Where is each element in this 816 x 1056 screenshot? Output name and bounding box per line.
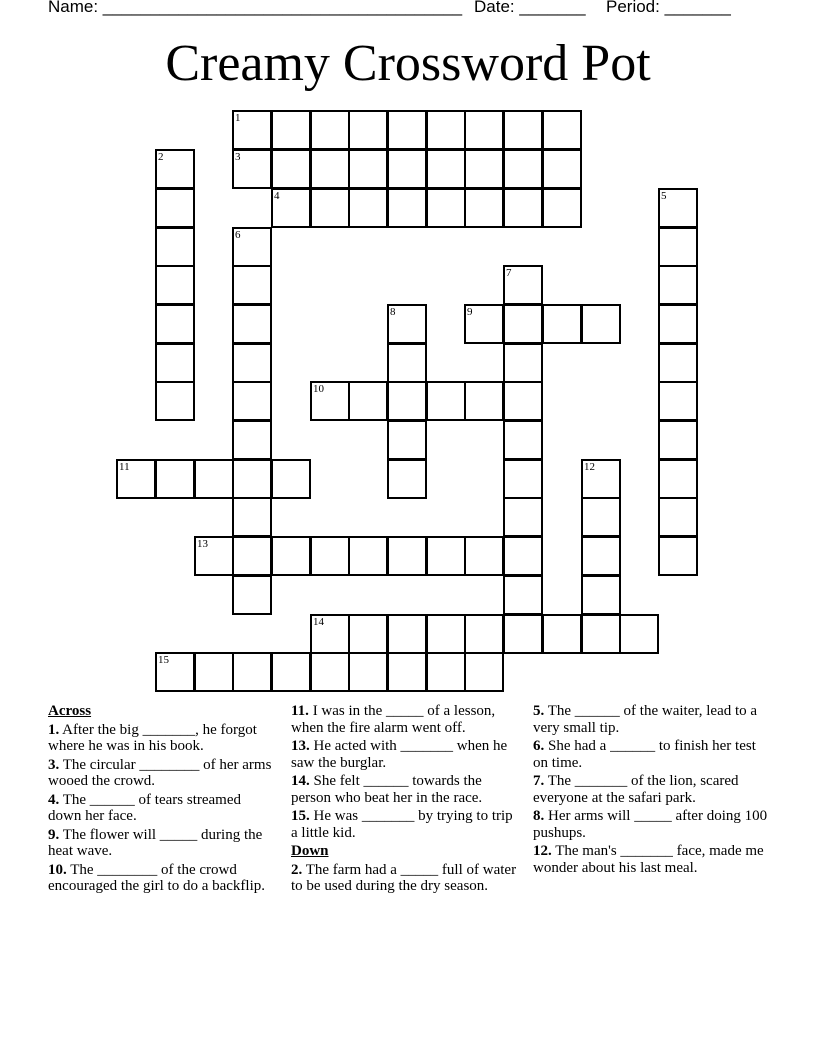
clue-item-number: 5. — [533, 703, 545, 719]
clue-section-heading: Across — [48, 703, 92, 719]
clue-item — [48, 862, 276, 895]
clue-item-number: 4. — [48, 791, 60, 808]
clue-item-number: 9. — [48, 826, 60, 843]
clue-item-number: 3. — [48, 756, 60, 773]
grid-cell[interactable] — [503, 265, 543, 305]
clue-item — [291, 808, 523, 841]
grid-cell[interactable] — [581, 614, 621, 654]
grid-cell[interactable] — [658, 265, 698, 305]
grid-cell[interactable] — [426, 149, 466, 189]
grid-cell[interactable] — [232, 265, 272, 305]
clue-number: 6 — [235, 229, 241, 241]
grid-cell[interactable] — [503, 149, 543, 189]
grid-cell[interactable] — [387, 343, 427, 383]
clue-number: 1 — [235, 112, 241, 124]
grid-cell[interactable] — [348, 188, 388, 228]
grid-cell[interactable] — [426, 536, 466, 576]
grid-cell[interactable] — [503, 497, 543, 537]
grid-cell[interactable] — [232, 149, 272, 189]
grid-cell[interactable] — [387, 614, 427, 654]
grid-cell[interactable] — [232, 110, 272, 150]
grid-cell[interactable] — [155, 188, 195, 228]
grid-cell[interactable] — [310, 188, 350, 228]
clue-item — [291, 862, 523, 895]
grid-cell[interactable] — [348, 652, 388, 692]
grid-cell[interactable] — [387, 652, 427, 692]
grid-cell[interactable] — [503, 575, 543, 615]
grid-cell[interactable] — [426, 110, 466, 150]
grid-cell[interactable] — [348, 614, 388, 654]
clue-column-2 — [291, 703, 523, 897]
clue-item-text: Her arms will _____ after doing 100 pushups. — [533, 808, 768, 841]
grid-cell[interactable] — [232, 227, 272, 267]
grid-cell[interactable] — [155, 227, 195, 267]
grid-cell[interactable] — [310, 381, 350, 421]
name-field-label: Name: ______________________________________ — [48, 0, 463, 16]
clue-item-text: The ______ of tears streamed down her face. — [48, 791, 242, 824]
clue-item-number: 11. — [291, 703, 309, 719]
grid-cell[interactable] — [426, 652, 466, 692]
grid-cell[interactable] — [116, 459, 156, 499]
clue-number: 3 — [235, 151, 241, 163]
grid-cell[interactable] — [464, 381, 504, 421]
grid-cell[interactable] — [194, 536, 234, 576]
grid-cell[interactable] — [155, 381, 195, 421]
grid-cell[interactable] — [503, 110, 543, 150]
clue-item-number: 1. — [48, 721, 60, 738]
grid-cell[interactable] — [348, 536, 388, 576]
clue-section-heading: Down — [291, 843, 329, 859]
clue-number: 11 — [119, 461, 130, 473]
grid-cell[interactable] — [464, 188, 504, 228]
grid-cell[interactable] — [581, 575, 621, 615]
clue-item-text: The ______ of the waiter, lead to a very small tip. — [533, 703, 758, 736]
date-field-label: Date: _______ — [474, 0, 586, 16]
clue-number: 9 — [467, 306, 473, 318]
grid-cell[interactable] — [310, 652, 350, 692]
clue-item-number: 13. — [291, 738, 310, 754]
grid-cell[interactable] — [503, 381, 543, 421]
clue-number: 13 — [197, 538, 208, 550]
grid-cell[interactable] — [232, 652, 272, 692]
grid-cell[interactable] — [581, 304, 621, 344]
clue-item-number: 8. — [533, 808, 545, 824]
clue-item — [533, 773, 769, 806]
grid-cell[interactable] — [542, 188, 582, 228]
clue-item — [291, 703, 523, 736]
grid-cell[interactable] — [232, 536, 272, 576]
clue-item-number: 15. — [291, 808, 310, 824]
clue-item — [48, 757, 276, 790]
clue-item-text: He acted with _______ when he saw the burglar. — [291, 738, 508, 771]
grid-cell[interactable] — [658, 381, 698, 421]
clue-item-number: 14. — [291, 773, 310, 789]
clue-item-number: 10. — [48, 861, 67, 878]
grid-cell[interactable] — [155, 343, 195, 383]
grid-cell[interactable] — [232, 343, 272, 383]
grid-cell[interactable] — [310, 110, 350, 150]
clue-item-text: He was _______ by trying to trip a little kid. — [291, 808, 513, 841]
clue-item — [533, 703, 769, 736]
grid-cell[interactable] — [464, 536, 504, 576]
grid-cell[interactable] — [232, 575, 272, 615]
grid-cell[interactable] — [232, 420, 272, 460]
grid-cell[interactable] — [348, 110, 388, 150]
clue-number: 4 — [274, 190, 280, 202]
clue-number: 10 — [313, 383, 324, 395]
grid-cell[interactable] — [542, 304, 582, 344]
grid-cell[interactable] — [387, 149, 427, 189]
grid-cell[interactable] — [271, 188, 311, 228]
grid-cell[interactable] — [464, 149, 504, 189]
grid-cell[interactable] — [155, 652, 195, 692]
grid-cell[interactable] — [426, 381, 466, 421]
grid-cell[interactable] — [503, 614, 543, 654]
grid-cell[interactable] — [503, 304, 543, 344]
grid-cell[interactable] — [271, 652, 311, 692]
grid-cell[interactable] — [503, 420, 543, 460]
grid-cell[interactable] — [619, 614, 659, 654]
grid-cell[interactable] — [387, 420, 427, 460]
grid-cell[interactable] — [658, 188, 698, 228]
clue-item-text: The flower will _____ during the heat wave. — [48, 826, 263, 859]
clue-item — [48, 722, 276, 755]
clue-item-text: After the big _______, he forgot where he was in his book. — [48, 721, 257, 754]
grid-cell[interactable] — [542, 149, 582, 189]
grid-cell[interactable] — [542, 110, 582, 150]
grid-cell[interactable] — [155, 265, 195, 305]
period-field-label: Period: _______ — [606, 0, 731, 16]
clue-item — [533, 843, 769, 876]
clue-item-text: She felt ______ towards the person who beat her in the race. — [291, 773, 483, 806]
grid-cell[interactable] — [194, 459, 234, 499]
grid-cell[interactable] — [194, 652, 234, 692]
grid-cell[interactable] — [542, 614, 582, 654]
clue-item — [48, 827, 276, 860]
grid-cell[interactable] — [348, 149, 388, 189]
grid-cell[interactable] — [426, 614, 466, 654]
grid-cell[interactable] — [503, 536, 543, 576]
grid-cell[interactable] — [271, 110, 311, 150]
grid-cell[interactable] — [426, 188, 466, 228]
grid-cell[interactable] — [387, 381, 427, 421]
clue-item-text: The circular ________ of her arms wooed the crowd. — [48, 756, 272, 789]
grid-cell[interactable] — [271, 536, 311, 576]
clue-item — [291, 738, 523, 771]
clue-number: 2 — [158, 151, 164, 163]
grid-cell[interactable] — [503, 188, 543, 228]
clue-item — [533, 738, 769, 771]
clue-number: 14 — [313, 616, 324, 628]
page-title: Creamy Crossword Pot — [165, 35, 651, 92]
grid-cell[interactable] — [387, 459, 427, 499]
clue-item-text: The man's _______ face, made me wonder about his last meal. — [533, 843, 764, 876]
grid-cell[interactable] — [464, 614, 504, 654]
clue-item-text: She had a ______ to finish her test on time. — [533, 738, 756, 771]
grid-cell[interactable] — [232, 381, 272, 421]
grid-cell[interactable] — [310, 536, 350, 576]
grid-cell[interactable] — [464, 652, 504, 692]
grid-cell[interactable] — [658, 420, 698, 460]
grid-cell[interactable] — [658, 343, 698, 383]
clue-item — [291, 773, 523, 806]
grid-cell[interactable] — [155, 304, 195, 344]
clue-item-number: 7. — [533, 773, 545, 789]
grid-cell[interactable] — [232, 459, 272, 499]
grid-cell[interactable] — [581, 459, 621, 499]
grid-cell[interactable] — [387, 188, 427, 228]
clue-number: 15 — [158, 654, 169, 666]
grid-cell[interactable] — [658, 536, 698, 576]
grid-cell[interactable] — [310, 614, 350, 654]
grid-cell[interactable] — [581, 497, 621, 537]
grid-cell[interactable] — [658, 459, 698, 499]
clue-item-text: The ________ of the crowd encouraged the girl to do a backflip. — [48, 861, 266, 894]
grid-cell[interactable] — [348, 381, 388, 421]
grid-cell[interactable] — [232, 304, 272, 344]
grid-cell[interactable] — [464, 304, 504, 344]
clue-item-text: I was in the _____ of a lesson, when the fire alarm went off. — [291, 703, 496, 736]
clue-item-number: 6. — [533, 738, 545, 754]
grid-cell[interactable] — [581, 536, 621, 576]
clue-number: 7 — [506, 267, 512, 279]
grid-cell[interactable] — [387, 110, 427, 150]
grid-cell[interactable] — [155, 149, 195, 189]
clue-number: 8 — [390, 306, 396, 318]
clue-item-number: 12. — [533, 843, 552, 859]
clue-item-text: The _______ of the lion, scared everyone at the safari park. — [533, 773, 739, 806]
clue-number: 12 — [584, 461, 595, 473]
clue-column-1 — [48, 703, 276, 897]
grid-cell[interactable] — [658, 227, 698, 267]
grid-cell[interactable] — [310, 149, 350, 189]
grid-cell[interactable] — [464, 110, 504, 150]
grid-cell[interactable] — [271, 149, 311, 189]
grid-cell[interactable] — [387, 304, 427, 344]
clue-item — [48, 792, 276, 825]
grid-cell[interactable] — [232, 497, 272, 537]
grid-cell[interactable] — [155, 459, 195, 499]
grid-cell[interactable] — [658, 497, 698, 537]
grid-cell[interactable] — [658, 304, 698, 344]
grid-cell[interactable] — [387, 536, 427, 576]
clue-item — [533, 808, 769, 841]
grid-cell[interactable] — [503, 459, 543, 499]
grid-cell[interactable] — [503, 343, 543, 383]
clue-column-3 — [533, 703, 769, 878]
clue-item-number: 2. — [291, 861, 303, 878]
grid-cell[interactable] — [271, 459, 311, 499]
clue-item-text: The farm had a _____ full of water to be used during the dry season. — [291, 861, 517, 894]
clue-number: 5 — [661, 190, 667, 202]
